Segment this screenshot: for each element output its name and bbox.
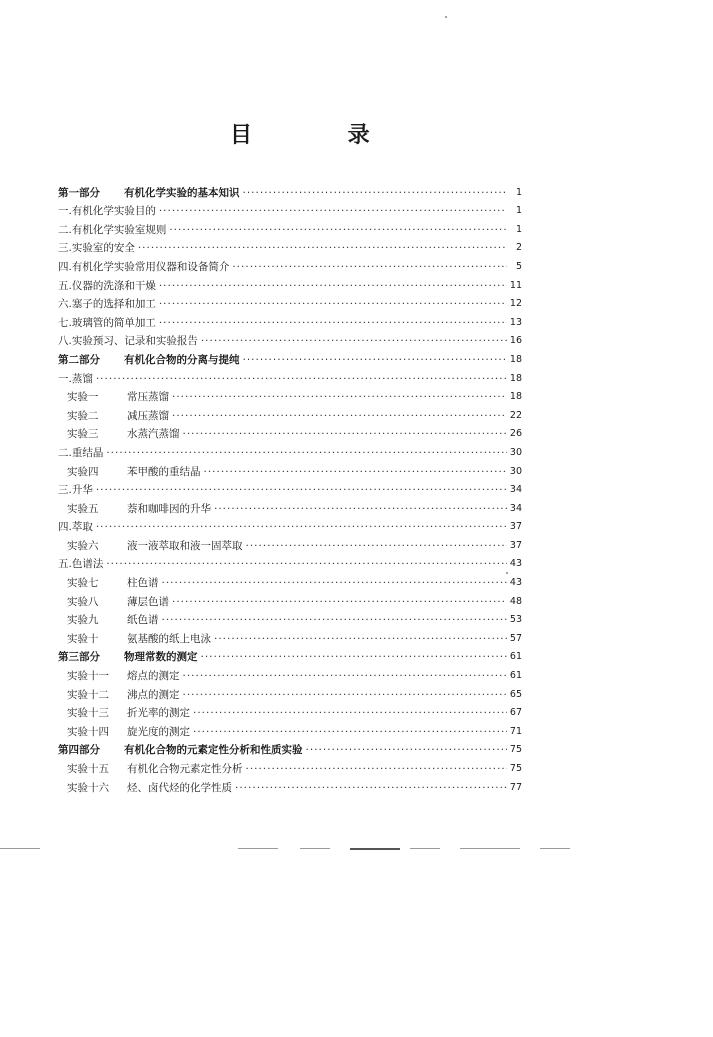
toc-entry-number: 实验三 (67, 428, 99, 441)
toc-entry-label (67, 503, 211, 515)
toc-entry-number: 实验十一 (67, 670, 109, 683)
toc-entry-number: 第四部分 (58, 744, 100, 757)
toc-part-entry (58, 347, 522, 366)
dot-leader (162, 614, 507, 626)
dot-leader (243, 354, 507, 366)
toc-entry-label (67, 782, 232, 794)
toc-entry-label (67, 466, 201, 478)
toc-section-entry (58, 310, 522, 329)
toc-entry-label (58, 558, 103, 570)
toc-entry-number: 实验十二 (67, 688, 109, 701)
toc-experiment-entry (58, 682, 522, 701)
toc-section-entry (58, 217, 522, 236)
toc-page-number: 13 (509, 316, 522, 328)
toc-entry-label (67, 707, 190, 719)
toc-page-number: 48 (509, 595, 522, 607)
table-of-contents (58, 180, 522, 794)
dot-leader (169, 224, 507, 236)
toc-experiment-entry (58, 608, 522, 627)
toc-part-entry (58, 738, 522, 757)
toc-section-entry (58, 552, 522, 571)
dot-leader (172, 391, 507, 403)
toc-entry-title: 四.萃取 (58, 521, 93, 534)
scan-artifact (0, 848, 40, 849)
toc-entry-number: 实验十六 (67, 781, 109, 794)
toc-entry-title: 二.有机化学实验室规则 (58, 223, 167, 236)
dot-leader (172, 410, 507, 422)
dot-leader (159, 298, 507, 310)
toc-page-number: 67 (509, 707, 522, 719)
toc-experiment-entry (58, 775, 522, 794)
toc-entry-label (58, 447, 103, 459)
toc-entry-title: 七.玻璃管的简单加工 (58, 316, 156, 329)
scan-speck (506, 572, 508, 574)
toc-entry-number: 第一部分 (58, 186, 100, 199)
toc-entry-number: 实验四 (67, 465, 99, 478)
toc-page-number: 30 (509, 465, 522, 477)
toc-entry-title: 萘和咖啡因的升华 (127, 502, 211, 515)
dot-leader (159, 280, 507, 292)
toc-page-number: 34 (509, 502, 522, 514)
dot-leader (243, 187, 508, 199)
toc-entry-title: 有机化学实验的基本知识 (124, 186, 240, 199)
toc-entry-title: 水蒸汽蒸馏 (127, 428, 180, 441)
toc-entry-number: 实验十五 (67, 763, 109, 775)
dot-leader (232, 261, 507, 273)
toc-entry-label (67, 540, 243, 552)
toc-entry-label (67, 633, 211, 645)
toc-entry-label (58, 187, 240, 199)
toc-section-entry (58, 366, 522, 385)
toc-entry-number: 实验九 (67, 614, 99, 627)
toc-entry-number: 实验二 (67, 409, 99, 422)
toc-page-number: 2 (515, 242, 522, 254)
toc-experiment-entry (58, 589, 522, 608)
toc-entry-title: 常压蒸馏 (127, 391, 169, 404)
toc-entry-label (58, 242, 135, 254)
toc-entry-label (58, 354, 240, 366)
dot-leader (106, 447, 507, 459)
scan-artifact (300, 848, 330, 849)
dot-leader (183, 428, 507, 440)
toc-entry-label (58, 651, 198, 663)
toc-entry-label (58, 205, 156, 217)
toc-page-number: 18 (509, 372, 522, 384)
toc-page-number: 61 (509, 651, 522, 663)
toc-experiment-entry (58, 422, 522, 441)
toc-page-number: 1 (515, 223, 522, 235)
toc-entry-number: 实验六 (67, 539, 99, 552)
toc-page-number: 1 (515, 186, 522, 198)
toc-entry-title: 四.有机化学实验常用仪器和设备简介 (58, 260, 230, 273)
toc-page-number: 77 (509, 781, 522, 793)
toc-entry-title: 纸色谱 (127, 614, 159, 627)
toc-page-number: 37 (509, 539, 522, 551)
dot-leader (96, 484, 507, 496)
toc-page-number: 12 (509, 298, 522, 310)
toc-entry-title: 三.升华 (58, 484, 93, 497)
toc-page-number: 18 (509, 353, 522, 365)
toc-entry-label (67, 726, 190, 738)
scan-artifact (540, 848, 570, 849)
toc-page-number: 43 (509, 558, 522, 570)
toc-entry-title: 一.有机化学实验目的 (58, 205, 156, 218)
toc-entry-title: 苯甲酸的重结晶 (127, 465, 201, 478)
toc-page-number: 5 (515, 260, 522, 272)
toc-entry-number: 实验十四 (67, 725, 109, 738)
toc-entry-label (58, 484, 93, 496)
toc-experiment-entry (58, 701, 522, 720)
toc-experiment-entry (58, 663, 522, 682)
toc-page-number: 75 (509, 763, 522, 774)
toc-entry-label (67, 763, 243, 775)
toc-page-number: 57 (509, 632, 522, 644)
toc-page-number: 61 (509, 670, 522, 682)
dot-leader (193, 726, 507, 738)
toc-entry-number: 第二部分 (58, 353, 100, 366)
toc-entry-title: 五.色谱法 (58, 558, 104, 571)
toc-entry-number: 实验十三 (67, 707, 109, 720)
toc-entry-title: 旋光度的测定 (127, 725, 190, 738)
dot-leader (246, 540, 507, 552)
dot-leader (201, 335, 507, 347)
toc-entry-number: 实验一 (67, 391, 99, 404)
toc-entry-title: 薄层色谱 (127, 595, 169, 608)
toc-entry-label (67, 577, 159, 589)
toc-page-number: 18 (509, 391, 522, 403)
dot-leader (235, 782, 507, 794)
dot-leader (214, 633, 507, 645)
toc-experiment-entry (58, 459, 522, 478)
toc-entry-number: 实验十 (67, 632, 99, 645)
dot-leader (162, 577, 507, 589)
dot-leader (193, 707, 507, 719)
toc-entry-title: 五.仪器的洗涤和干燥 (58, 279, 156, 292)
toc-page-number: 53 (509, 614, 522, 626)
toc-entry-label (58, 317, 156, 329)
toc-entry-label (58, 744, 303, 756)
toc-entry-label (58, 335, 198, 347)
toc-experiment-entry (58, 385, 522, 404)
toc-entry-number: 实验五 (67, 502, 99, 515)
toc-experiment-entry (58, 533, 522, 552)
toc-entry-label (67, 689, 180, 701)
dot-leader (183, 689, 507, 701)
toc-entry-title: 氨基酸的纸上电泳 (127, 632, 211, 645)
toc-section-entry (58, 478, 522, 497)
scan-artifact (410, 848, 440, 849)
toc-entry-title: 柱色谱 (127, 577, 159, 590)
toc-part-entry (58, 645, 522, 664)
toc-page-number: 65 (509, 688, 522, 700)
toc-entry-label (67, 410, 169, 422)
toc-section-entry (58, 329, 522, 348)
toc-entry-title: 折光率的测定 (127, 707, 190, 720)
toc-experiment-entry (58, 403, 522, 422)
dot-leader (204, 466, 507, 478)
toc-entry-title: 有机化合物的元素定性分析和性质实验 (124, 744, 303, 757)
toc-entry-label (58, 224, 166, 236)
toc-entry-label (67, 391, 169, 403)
dot-leader (106, 558, 507, 570)
scan-speck (445, 16, 447, 18)
toc-page-number: 26 (509, 428, 522, 440)
toc-section-entry (58, 236, 522, 255)
dot-leader (138, 242, 507, 254)
toc-experiment-entry (58, 496, 522, 515)
toc-entry-number: 实验七 (67, 577, 99, 590)
dot-leader (96, 521, 507, 533)
dot-leader (201, 651, 507, 663)
toc-page-number: 16 (509, 335, 522, 347)
toc-entry-title: 物理常数的测定 (124, 651, 198, 664)
toc-entry-title: 八.实验预习、记录和实验报告 (58, 335, 198, 348)
toc-entry-title: 熔点的测定 (127, 670, 180, 683)
toc-entry-number: 第三部分 (58, 651, 100, 664)
toc-entry-label (58, 521, 93, 533)
page-title: 目 录 (230, 123, 414, 148)
toc-entry-title: 液一液萃取和液一固萃取 (127, 539, 243, 552)
toc-entry-title: 沸点的测定 (127, 688, 180, 701)
toc-part-entry (58, 180, 522, 199)
dot-leader (96, 373, 507, 385)
toc-page-number: 22 (509, 409, 522, 421)
toc-experiment-entry (58, 756, 522, 775)
toc-section-entry (58, 440, 522, 459)
toc-entry-title: 有机化合物元素定性分析 (127, 763, 243, 775)
toc-entry-title: 一.蒸馏 (58, 372, 93, 385)
toc-entry-title: 六.塞子的选择和加工 (58, 298, 156, 311)
toc-entry-label (67, 670, 180, 682)
toc-entry-label (58, 298, 156, 310)
toc-section-entry (58, 254, 522, 273)
toc-experiment-entry (58, 626, 522, 645)
toc-entry-label (58, 280, 156, 292)
toc-experiment-entry (58, 570, 522, 589)
toc-section-entry (58, 292, 522, 311)
dot-leader (159, 205, 507, 217)
toc-entry-label (58, 261, 229, 273)
dot-leader (306, 744, 507, 756)
toc-entry-label (58, 373, 93, 385)
toc-section-entry (58, 515, 522, 534)
toc-page-number: 71 (509, 725, 522, 737)
toc-page-number: 75 (509, 744, 522, 756)
toc-experiment-entry (58, 719, 522, 738)
toc-page-number: 37 (509, 521, 522, 533)
dot-leader (172, 596, 507, 608)
scan-artifact (460, 848, 520, 849)
scan-artifact (350, 848, 400, 850)
toc-page-number: 30 (509, 446, 522, 458)
dot-leader (246, 763, 507, 775)
toc-entry-number: 实验八 (67, 595, 99, 608)
toc-entry-label (67, 596, 169, 608)
toc-entry-title: 有机化合物的分离与提纯 (124, 353, 240, 366)
dot-leader (214, 503, 507, 515)
dot-leader (159, 317, 507, 329)
toc-entry-label (67, 428, 180, 440)
toc-entry-title: 二.重结晶 (58, 446, 104, 459)
toc-page-number: 1 (515, 205, 522, 217)
scan-artifact (238, 848, 278, 849)
toc-entry-title: 三.实验室的安全 (58, 242, 135, 255)
dot-leader (183, 670, 507, 682)
toc-page-number: 11 (509, 279, 522, 291)
toc-page-number: 34 (509, 484, 522, 496)
toc-entry-title: 烃、卤代烃的化学性质 (127, 781, 232, 794)
toc-page-number: 43 (509, 577, 522, 589)
toc-entry-label (67, 614, 159, 626)
toc-section-entry (58, 199, 522, 218)
toc-section-entry (58, 273, 522, 292)
toc-entry-title: 减压蒸馏 (127, 409, 169, 422)
